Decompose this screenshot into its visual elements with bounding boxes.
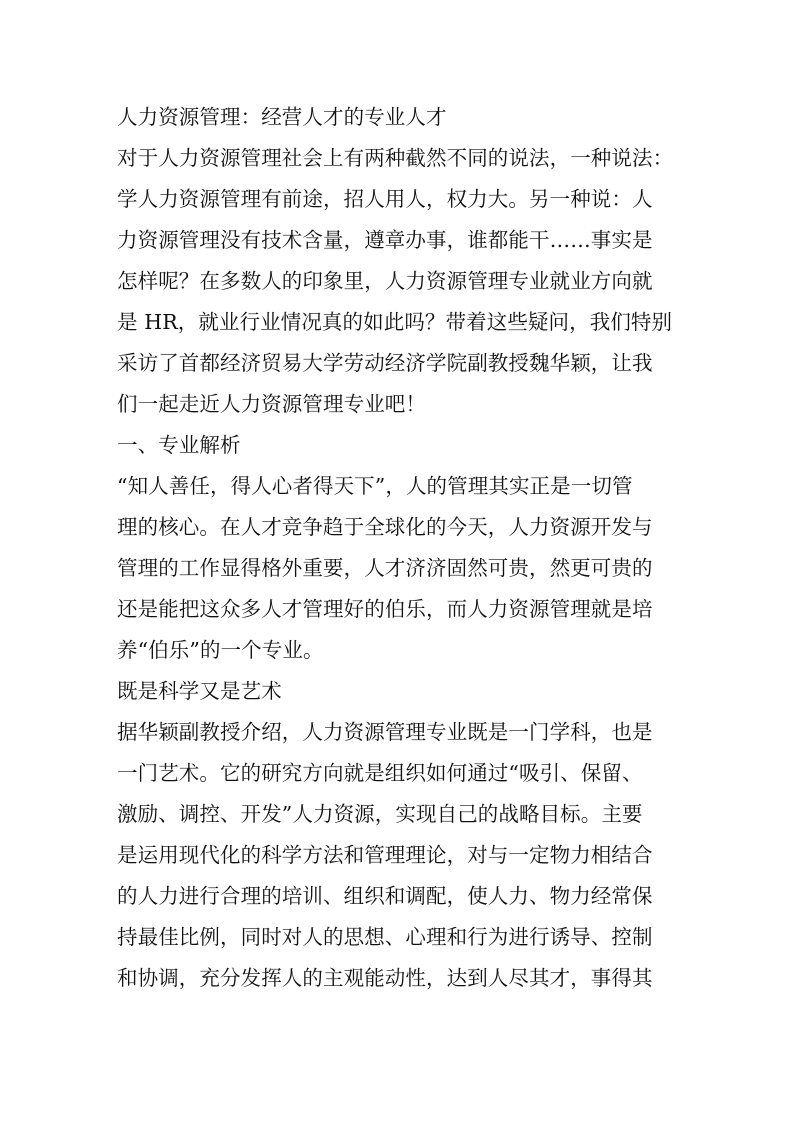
paragraph-line: 养“伯乐”的一个专业。 bbox=[117, 638, 324, 662]
paragraph-line: 理的核心。在人才竞争趋于全球化的今天，人力资源开发与 bbox=[117, 515, 653, 539]
section-heading: 一、专业解析 bbox=[117, 433, 241, 457]
paragraph-line: 还是能把这众多人才管理好的伯乐，而人力资源管理就是培 bbox=[117, 597, 653, 621]
paragraph-line: 管理的工作显得格外重要，人才济济固然可贵，然更可贵的 bbox=[117, 556, 653, 580]
document-page bbox=[117, 97, 682, 999]
paragraph-line: 的人力进行合理的培训、组织和调配，使人力、物力经常保 bbox=[117, 884, 653, 908]
paragraph-line: 持最佳比例，同时对人的思想、心理和行为进行诱导、控制 bbox=[117, 925, 653, 949]
paragraph-line: 一门艺术。它的研究方向就是组织如何通过“吸引、保留、 bbox=[117, 761, 643, 785]
paragraph-line: 激励、调控、开发”人力资源，实现自己的战略目标。主要 bbox=[117, 802, 643, 826]
subsection-heading: 既是科学又是艺术 bbox=[117, 679, 282, 703]
paragraph-line: 怎样呢？在多数人的印象里，人力资源管理专业就业方向就 bbox=[117, 269, 653, 293]
paragraph-line: 据华颖副教授介绍，人力资源管理专业既是一门学科，也是 bbox=[117, 720, 653, 744]
paragraph-line: 学人力资源管理有前途，招人用人，权力大。另一种说：人 bbox=[117, 187, 653, 211]
document-title: 人力资源管理：经营人才的专业人才 bbox=[117, 105, 447, 129]
paragraph-line: “知人善任，得人心者得天下”，人的管理其实正是一切管 bbox=[117, 474, 633, 498]
paragraph-line: 和协调，充分发挥人的主观能动性，达到人尽其才，事得其 bbox=[117, 966, 653, 990]
paragraph-line: 力资源管理没有技术含量，遵章办事，谁都能干……事实是 bbox=[117, 228, 653, 252]
paragraph-line: 是运用现代化的科学方法和管理理论，对与一定物力相结合 bbox=[117, 843, 653, 867]
paragraph-line: 们一起走近人力资源管理专业吧！ bbox=[117, 392, 426, 416]
paragraph-line: 采访了首都经济贸易大学劳动经济学院副教授魏华颖，让我 bbox=[117, 351, 653, 375]
paragraph-line: 对于人力资源管理社会上有两种截然不同的说法，一种说法： bbox=[117, 146, 674, 170]
paragraph-line: 是 HR，就业行业情况真的如此吗？带着这些疑问，我们特别 bbox=[117, 310, 673, 334]
